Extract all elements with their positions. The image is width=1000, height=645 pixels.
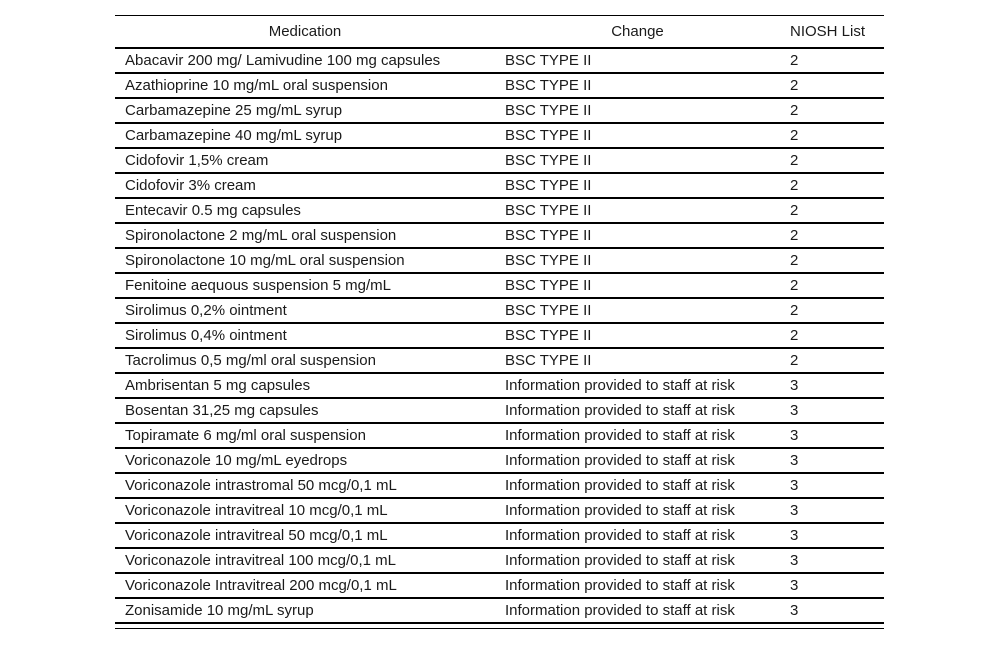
cell-medication: Carbamazepine 25 mg/mL syrup (115, 98, 495, 123)
cell-niosh-list: 3 (780, 398, 884, 423)
cell-change: Information provided to staff at risk (495, 423, 780, 448)
medication-table-container (115, 15, 884, 629)
table-header (115, 16, 884, 49)
cell-change: BSC TYPE II (495, 48, 780, 73)
table-row (115, 123, 884, 148)
cell-medication: Fenitoine aequous suspension 5 mg/mL (115, 273, 495, 298)
table-row (115, 298, 884, 323)
cell-change: BSC TYPE II (495, 348, 780, 373)
cell-medication: Bosentan 31,25 mg capsules (115, 398, 495, 423)
header-change: Change (495, 16, 780, 49)
cell-medication: Tacrolimus 0,5 mg/ml oral suspension (115, 348, 495, 373)
table-row (115, 223, 884, 248)
cell-medication: Voriconazole 10 mg/mL eyedrops (115, 448, 495, 473)
cell-niosh-list: 2 (780, 148, 884, 173)
table-body (115, 48, 884, 623)
cell-niosh-list: 2 (780, 298, 884, 323)
cell-change: Information provided to staff at risk (495, 523, 780, 548)
cell-niosh-list: 2 (780, 348, 884, 373)
cell-change: Information provided to staff at risk (495, 498, 780, 523)
cell-change: BSC TYPE II (495, 223, 780, 248)
cell-medication: Voriconazole intravitreal 100 mcg/0,1 mL (115, 548, 495, 573)
cell-change: Information provided to staff at risk (495, 448, 780, 473)
table-row (115, 448, 884, 473)
cell-change: BSC TYPE II (495, 173, 780, 198)
table-row (115, 48, 884, 73)
cell-niosh-list: 2 (780, 248, 884, 273)
table-row (115, 198, 884, 223)
table-row (115, 348, 884, 373)
cell-change: BSC TYPE II (495, 73, 780, 98)
cell-change: Information provided to staff at risk (495, 598, 780, 623)
cell-niosh-list: 3 (780, 473, 884, 498)
cell-medication: Sirolimus 0,4% ointment (115, 323, 495, 348)
cell-medication: Spironolactone 2 mg/mL oral suspension (115, 223, 495, 248)
cell-medication: Cidofovir 3% cream (115, 173, 495, 198)
table-row (115, 548, 884, 573)
cell-medication: Voriconazole intrastromal 50 mcg/0,1 mL (115, 473, 495, 498)
cell-medication: Voriconazole Intravitreal 200 mcg/0,1 mL (115, 573, 495, 598)
cell-change: BSC TYPE II (495, 123, 780, 148)
table-row (115, 273, 884, 298)
table-row (115, 498, 884, 523)
cell-change: BSC TYPE II (495, 198, 780, 223)
cell-niosh-list: 2 (780, 223, 884, 248)
header-row (115, 16, 884, 49)
cell-medication: Entecavir 0.5 mg capsules (115, 198, 495, 223)
table-row (115, 573, 884, 598)
table-row (115, 398, 884, 423)
cell-change: Information provided to staff at risk (495, 373, 780, 398)
cell-change: Information provided to staff at risk (495, 548, 780, 573)
cell-change: BSC TYPE II (495, 248, 780, 273)
cell-medication: Topiramate 6 mg/ml oral suspension (115, 423, 495, 448)
medication-table (115, 15, 884, 624)
cell-medication: Cidofovir 1,5% cream (115, 148, 495, 173)
cell-niosh-list: 2 (780, 273, 884, 298)
table-row (115, 423, 884, 448)
cell-change: BSC TYPE II (495, 323, 780, 348)
cell-niosh-list: 3 (780, 573, 884, 598)
cell-niosh-list: 3 (780, 448, 884, 473)
cell-medication: Zonisamide 10 mg/mL syrup (115, 598, 495, 623)
cell-change: Information provided to staff at risk (495, 473, 780, 498)
cell-niosh-list: 3 (780, 498, 884, 523)
cell-niosh-list: 2 (780, 323, 884, 348)
cell-niosh-list: 3 (780, 548, 884, 573)
header-medication: Medication (115, 16, 495, 49)
table-row (115, 148, 884, 173)
table-row (115, 373, 884, 398)
table-row (115, 248, 884, 273)
cell-medication: Voriconazole intravitreal 10 mcg/0,1 mL (115, 498, 495, 523)
cell-change: BSC TYPE II (495, 273, 780, 298)
cell-niosh-list: 3 (780, 423, 884, 448)
table-row (115, 523, 884, 548)
cell-medication: Voriconazole intravitreal 50 mcg/0,1 mL (115, 523, 495, 548)
table-row (115, 473, 884, 498)
cell-medication: Carbamazepine 40 mg/mL syrup (115, 123, 495, 148)
cell-niosh-list: 3 (780, 523, 884, 548)
cell-niosh-list: 3 (780, 373, 884, 398)
cell-change: BSC TYPE II (495, 148, 780, 173)
cell-medication: Ambrisentan 5 mg capsules (115, 373, 495, 398)
cell-medication: Spironolactone 10 mg/mL oral suspension (115, 248, 495, 273)
cell-medication: Azathioprine 10 mg/mL oral suspension (115, 73, 495, 98)
cell-niosh-list: 2 (780, 123, 884, 148)
cell-niosh-list: 2 (780, 98, 884, 123)
cell-change: Information provided to staff at risk (495, 573, 780, 598)
cell-niosh-list: 2 (780, 73, 884, 98)
header-niosh-list: NIOSH List (780, 16, 884, 49)
cell-niosh-list: 2 (780, 173, 884, 198)
cell-change: BSC TYPE II (495, 98, 780, 123)
table-row (115, 98, 884, 123)
cell-change: BSC TYPE II (495, 298, 780, 323)
cell-niosh-list: 2 (780, 198, 884, 223)
cell-niosh-list: 2 (780, 48, 884, 73)
cell-niosh-list: 3 (780, 598, 884, 623)
table-row (115, 598, 884, 623)
cell-change: Information provided to staff at risk (495, 398, 780, 423)
table-row (115, 323, 884, 348)
table-row (115, 73, 884, 98)
table-bottom-rule (115, 628, 884, 629)
cell-medication: Abacavir 200 mg/ Lamivudine 100 mg capsules (115, 48, 495, 73)
table-row (115, 173, 884, 198)
cell-medication: Sirolimus 0,2% ointment (115, 298, 495, 323)
